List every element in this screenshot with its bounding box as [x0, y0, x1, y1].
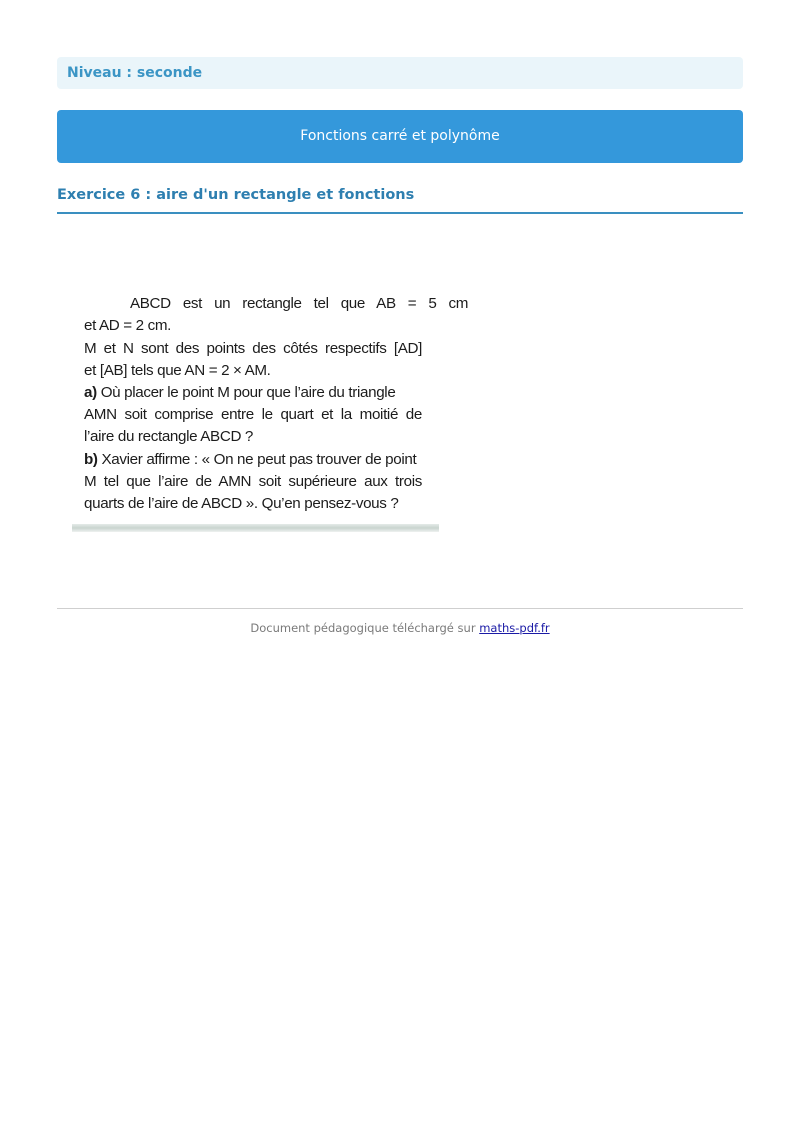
- statement-line: quarts de l’aire de ABCD ». Qu’en pensez-vous ?: [84, 495, 399, 512]
- statement-line-b: [84, 449, 416, 471]
- part-a-marker: a): [84, 384, 97, 401]
- statement-line: M tel que l’aire de AMN soit supérieure aux trois: [84, 473, 422, 490]
- statement-line: Où placer le point M pour que l’aire du triangle: [100, 384, 396, 401]
- statement-line: ABCD est un rectangle tel que AB = 5 cm: [130, 295, 468, 312]
- statement-line: et AD = 2 cm.: [84, 317, 172, 334]
- statement-line-a: [84, 382, 395, 404]
- footer-divider: [57, 608, 743, 609]
- statement-line: AMN soit comprise entre le quart et la moitié de: [84, 406, 422, 423]
- level-label: Niveau : seconde: [57, 57, 743, 89]
- topic-banner: Fonctions carré et polynôme: [57, 110, 743, 163]
- scan-bottom-edge: [72, 524, 439, 532]
- exercise-title: Exercice 6 : aire d'un rectangle et fonctions: [57, 184, 743, 214]
- statement-line: Xavier affirme : « On ne peut pas trouver de point: [101, 451, 417, 468]
- exercise-statement-image: [72, 288, 468, 532]
- part-b-marker: b): [84, 451, 98, 468]
- statement-line: l’aire du rectangle ABCD ?: [84, 428, 254, 445]
- footer: [57, 620, 743, 636]
- footer-text: Document pédagogique téléchargé sur: [250, 621, 476, 635]
- footer-link[interactable]: maths-pdf.fr: [479, 621, 550, 635]
- statement-line: M et N sont des points des côtés respectifs [AD]: [84, 340, 422, 357]
- statement-line: et [AB] tels que AN = 2 × AM.: [84, 362, 271, 379]
